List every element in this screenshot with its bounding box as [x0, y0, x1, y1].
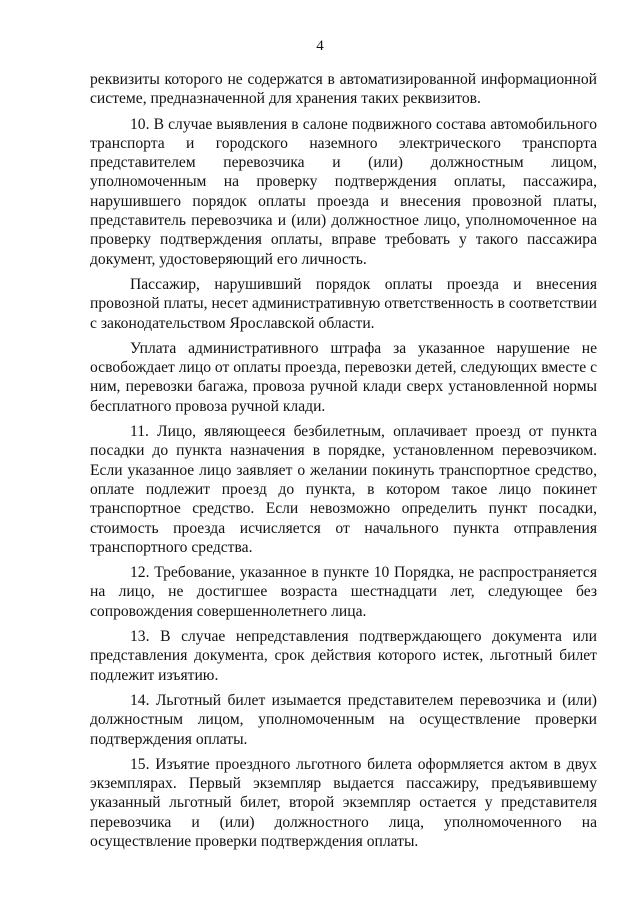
- paragraph-item-11: 11. Лицо, являющееся безбилетным, оплачивает проезд от пункта посадки до пункта назначения в порядке, установленном перевозчиком. Если указанное лицо заявляет о желании покинуть транспортное средство, оплате подлежит проезд до пункта, в котором такое лицо покинет транспортное средство. Если невозможно определить пункт посадки, стоимость проезда исчисляется от начального пункта отправления транспортного средства.: [90, 423, 597, 556]
- paragraph-item-15: 15. Изъятие проездного льготного билета оформляется актом в двух экземплярах. Первый экземпляр выдается пассажиру, предъявившему указанный льготный билет, второй экземпляр остается у представителя перевозчика и (или) должностного лица, уполномоченного на осуществление проверки подтверждения оплаты.: [90, 755, 597, 850]
- paragraph-item-12: 12. Требование, указанное в пункте 10 Порядка, не распространяется на лицо, не достигшее возраста шестнадцати лет, следующее без сопровождения совершеннолетнего лица.: [90, 564, 597, 620]
- paragraph-continuation: реквизиты которого не содержатся в автоматизированной информационной системе, предназначенной для хранения таких реквизитов.: [90, 71, 597, 108]
- paragraph-item-10: 10. В случае выявления в салоне подвижного состава автомобильного транспорта и городского наземного электрического транспорта представителем перевозчика и (или) должностным лицом, уполномоченным на проверку подтверждения оплаты, пассажира, нарушившего порядок оплаты проезда и внесения провозной платы, представитель перевозчика и (или) должностное лицо, уполномоченное на проверку подтверждения оплаты, вправе требовать у такого пассажира документ, удостоверяющий его личность.: [90, 115, 597, 268]
- paragraph-fine-payment: Уплата административного штрафа за указанное нарушение не освобождает лицо от оплаты проезда, перевозки детей, следующих вместе с ним, перевозки багажа, провоза ручной клади сверх установленной нормы бесплатного провоза ручной клади.: [90, 339, 597, 415]
- paragraph-liability: Пассажир, нарушивший порядок оплаты проезда и внесения провозной платы, несет административную ответственность в соответствии с законодательством Ярославской области.: [90, 275, 597, 332]
- paragraph-item-14: 14. Льготный билет изымается представителем перевозчика и (или) должностным лицом, уполномоченным на осуществление проверки подтверждения оплаты.: [90, 691, 597, 748]
- page-number: 4: [316, 38, 324, 54]
- paragraph-item-13: 13. В случае непредставления подтверждающего документа или представления документа, срок действия которого истек, льготный билет подлежит изъятию.: [90, 628, 597, 684]
- document-body: [90, 70, 597, 857]
